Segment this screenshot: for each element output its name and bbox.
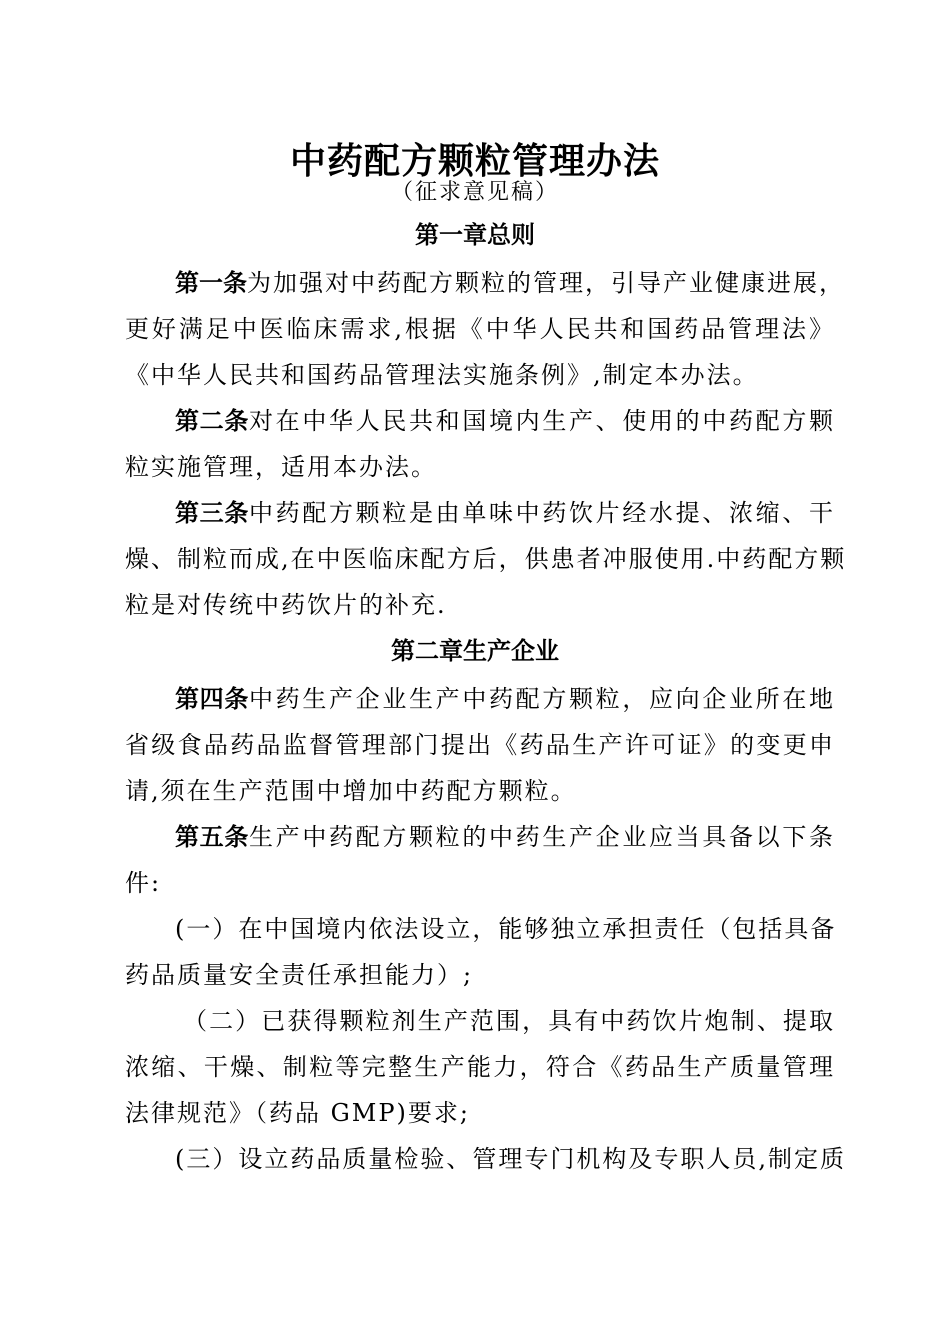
item-2 — [125, 998, 835, 1136]
article-label: 第一条 — [175, 268, 247, 297]
article-1-line-1 — [125, 260, 845, 306]
article-1 — [125, 260, 845, 398]
chapter-heading-1: 第一章总则 — [415, 220, 535, 249]
article-text: 对在中华人民共和国境内生产、使用的中药配方颗 — [249, 407, 835, 435]
article-4-line-1 — [125, 676, 835, 722]
item-2-line-2: 浓缩、干燥、制粒等完整生产能力，符合《药品生产质量管理 — [125, 1053, 835, 1081]
article-text: 生产中药配方颗粒的中药生产企业应当具备以下条 — [249, 823, 835, 851]
article-text: 中药配方颗粒是由单味中药饮片经水提、浓缩、干 — [249, 499, 835, 527]
article-label: 第三条 — [175, 498, 249, 527]
document-title: 中药配方颗粒管理办法 — [289, 140, 660, 182]
article-3 — [125, 490, 847, 628]
article-5-line-1 — [125, 814, 835, 860]
article-5-line-2: 件: — [125, 869, 162, 897]
item-1-line-2: 药品质量安全责任承担能力）; — [125, 961, 474, 989]
article-1-line-2: 更好满足中医临床需求,根据《中华人民共和国药品管理法》 — [125, 315, 835, 343]
item-2-line-1: （二）已获得颗粒剂生产范围，具有中药饮片炮制、提取 — [183, 1007, 835, 1035]
item-2-line-3: 法律规范》（药品 GMP)要求; — [125, 1099, 470, 1127]
item-3-line-1: (三）设立药品质量检验、管理专门机构及专职人员,制定质 — [175, 1145, 846, 1173]
article-2-line-2: 粒实施管理，适用本办法。 — [125, 453, 437, 481]
article-3-line-1 — [125, 490, 835, 536]
article-2 — [125, 398, 835, 490]
document-subtitle: （征求意见稿） — [390, 180, 559, 205]
article-4 — [125, 676, 835, 814]
article-label: 第四条 — [175, 684, 249, 713]
article-1-line-3: 《中华人民共和国药品管理法实施条例》,制定本办法。 — [125, 361, 759, 389]
article-label: 第二条 — [175, 406, 249, 435]
article-4-line-3: 请,须在生产范围中增加中药配方颗粒。 — [125, 777, 577, 805]
article-3-line-2: 燥、制粒而成,在中医临床配方后，供患者冲服使用.中药配方颗 — [125, 545, 847, 573]
article-5 — [125, 814, 835, 906]
article-text: 为加强对中药配方颗粒的管理，引导产业健康进展， — [247, 269, 845, 297]
item-1 — [125, 906, 835, 998]
article-text: 中药生产企业生产中药配方颗粒，应向企业所在地 — [249, 685, 835, 713]
chapter-heading-2: 第二章生产企业 — [391, 636, 559, 665]
article-label: 第五条 — [175, 822, 249, 851]
article-4-line-2: 省级食品药品监督管理部门提出《药品生产许可证》的变更申 — [125, 731, 835, 759]
article-2-line-1 — [125, 398, 835, 444]
item-1-line-1: (一）在中国境内依法设立，能够独立承担责任（包括具备 — [175, 915, 837, 943]
item-3 — [125, 1136, 846, 1182]
article-3-line-3: 粒是对传统中药饮片的补充. — [125, 591, 447, 619]
